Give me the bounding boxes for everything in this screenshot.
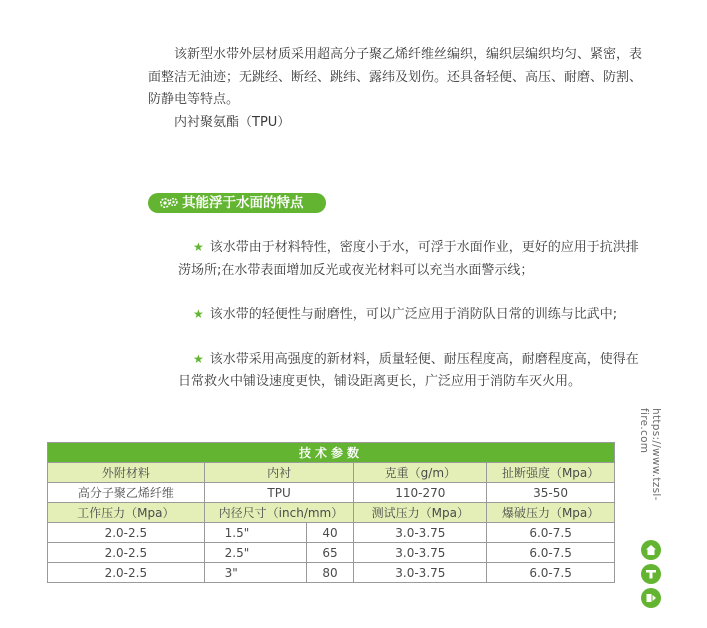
star-icon: ★: [193, 351, 204, 366]
table-row: [48, 543, 615, 563]
table-header-cell: 内衬: [204, 463, 354, 483]
table-cell: 2.0-2.5: [48, 523, 205, 543]
table-title-row: [48, 443, 615, 463]
table-cell: 3": [204, 563, 306, 583]
table-cell: 2.5": [204, 543, 306, 563]
table-header-cell: 工作压力（Mpa）: [48, 503, 205, 523]
table-header-cell: 外附材料: [48, 463, 205, 483]
table-cell: TPU: [204, 483, 354, 503]
feature-text: 该水带由于材料特性，密度小于水，可浮于水面作业，更好的应用于抗洪排涝场所;在水带表面增加反光或夜光材料可以充当水面警示线；: [178, 240, 639, 278]
table-cell: 6.0-7.5: [487, 563, 615, 583]
site-url[interactable]: https://www.tzsl-fire.com: [638, 408, 662, 501]
table-cell: 高分子聚乙烯纤维: [48, 483, 205, 503]
spec-table: [47, 442, 615, 583]
feature-list: [178, 236, 648, 415]
feature-item: [178, 303, 648, 327]
table-header-row: [48, 463, 615, 483]
table-cell: 1.5": [204, 523, 306, 543]
table-row: [48, 563, 615, 583]
table-header-cell: 克重（g/m）: [354, 463, 487, 483]
table-header-cell: 扯断强度（Mpa）: [487, 463, 615, 483]
table-header-cell: 测试压力（Mpa）: [354, 503, 487, 523]
table-cell: 2.0-2.5: [48, 543, 205, 563]
table-cell: 40: [306, 523, 354, 543]
table-cell: 3.0-3.75: [354, 563, 487, 583]
next-icon[interactable]: [641, 588, 661, 608]
star-icon: ★: [193, 240, 204, 254]
table-cell: 6.0-7.5: [487, 523, 615, 543]
top-icon[interactable]: [641, 564, 661, 584]
table-header-row: [48, 503, 615, 523]
table-row: [48, 483, 615, 503]
table-cell: 3.0-3.75: [354, 523, 487, 543]
star-icon: ★: [193, 307, 204, 321]
table-cell: 35-50: [487, 483, 615, 503]
intro-text: [148, 44, 648, 134]
table-cell: 3.0-3.75: [354, 543, 487, 563]
gears-icon: [159, 196, 179, 210]
section-title: 其能浮于水面的特点: [182, 195, 304, 211]
table-cell: 6.0-7.5: [487, 543, 615, 563]
table-cell: 65: [306, 543, 354, 563]
feature-text: 该水带的轻便性与耐磨性，可以广泛应用于消防队日常的训练与比武中;: [209, 307, 618, 322]
table-header-cell: 内径尺寸（inch/mm）: [204, 503, 354, 523]
intro-paragraph: 该新型水带外层材质采用超高分子聚乙烯纤维丝编织，编织层编织均匀、紧密，表面整洁无油迹；无跳经、断经、跳纬、露纬及划伤。还具备轻便、高压、耐磨、防割、防静电等特点。: [148, 47, 643, 107]
home-icon[interactable]: [641, 540, 661, 560]
feature-text: 该水带采用高强度的新材料，质量轻便、耐压程度高，耐磨程度高，使得在日常救火中铺设速度更快，铺设距离更长，广泛应用于消防车灭火用。: [178, 351, 639, 389]
table-cell: 110-270: [354, 483, 487, 503]
table-cell: 80: [306, 563, 354, 583]
table-header-cell: 爆破压力（Mpa）: [487, 503, 615, 523]
table-row: [48, 523, 615, 543]
intro-lining: 内衬聚氨酯（TPU）: [174, 114, 291, 130]
feature-item: [178, 348, 648, 394]
feature-item: [178, 236, 648, 282]
section-heading: [148, 193, 326, 213]
table-title: 技术参数: [48, 443, 615, 463]
table-cell: 2.0-2.5: [48, 563, 205, 583]
